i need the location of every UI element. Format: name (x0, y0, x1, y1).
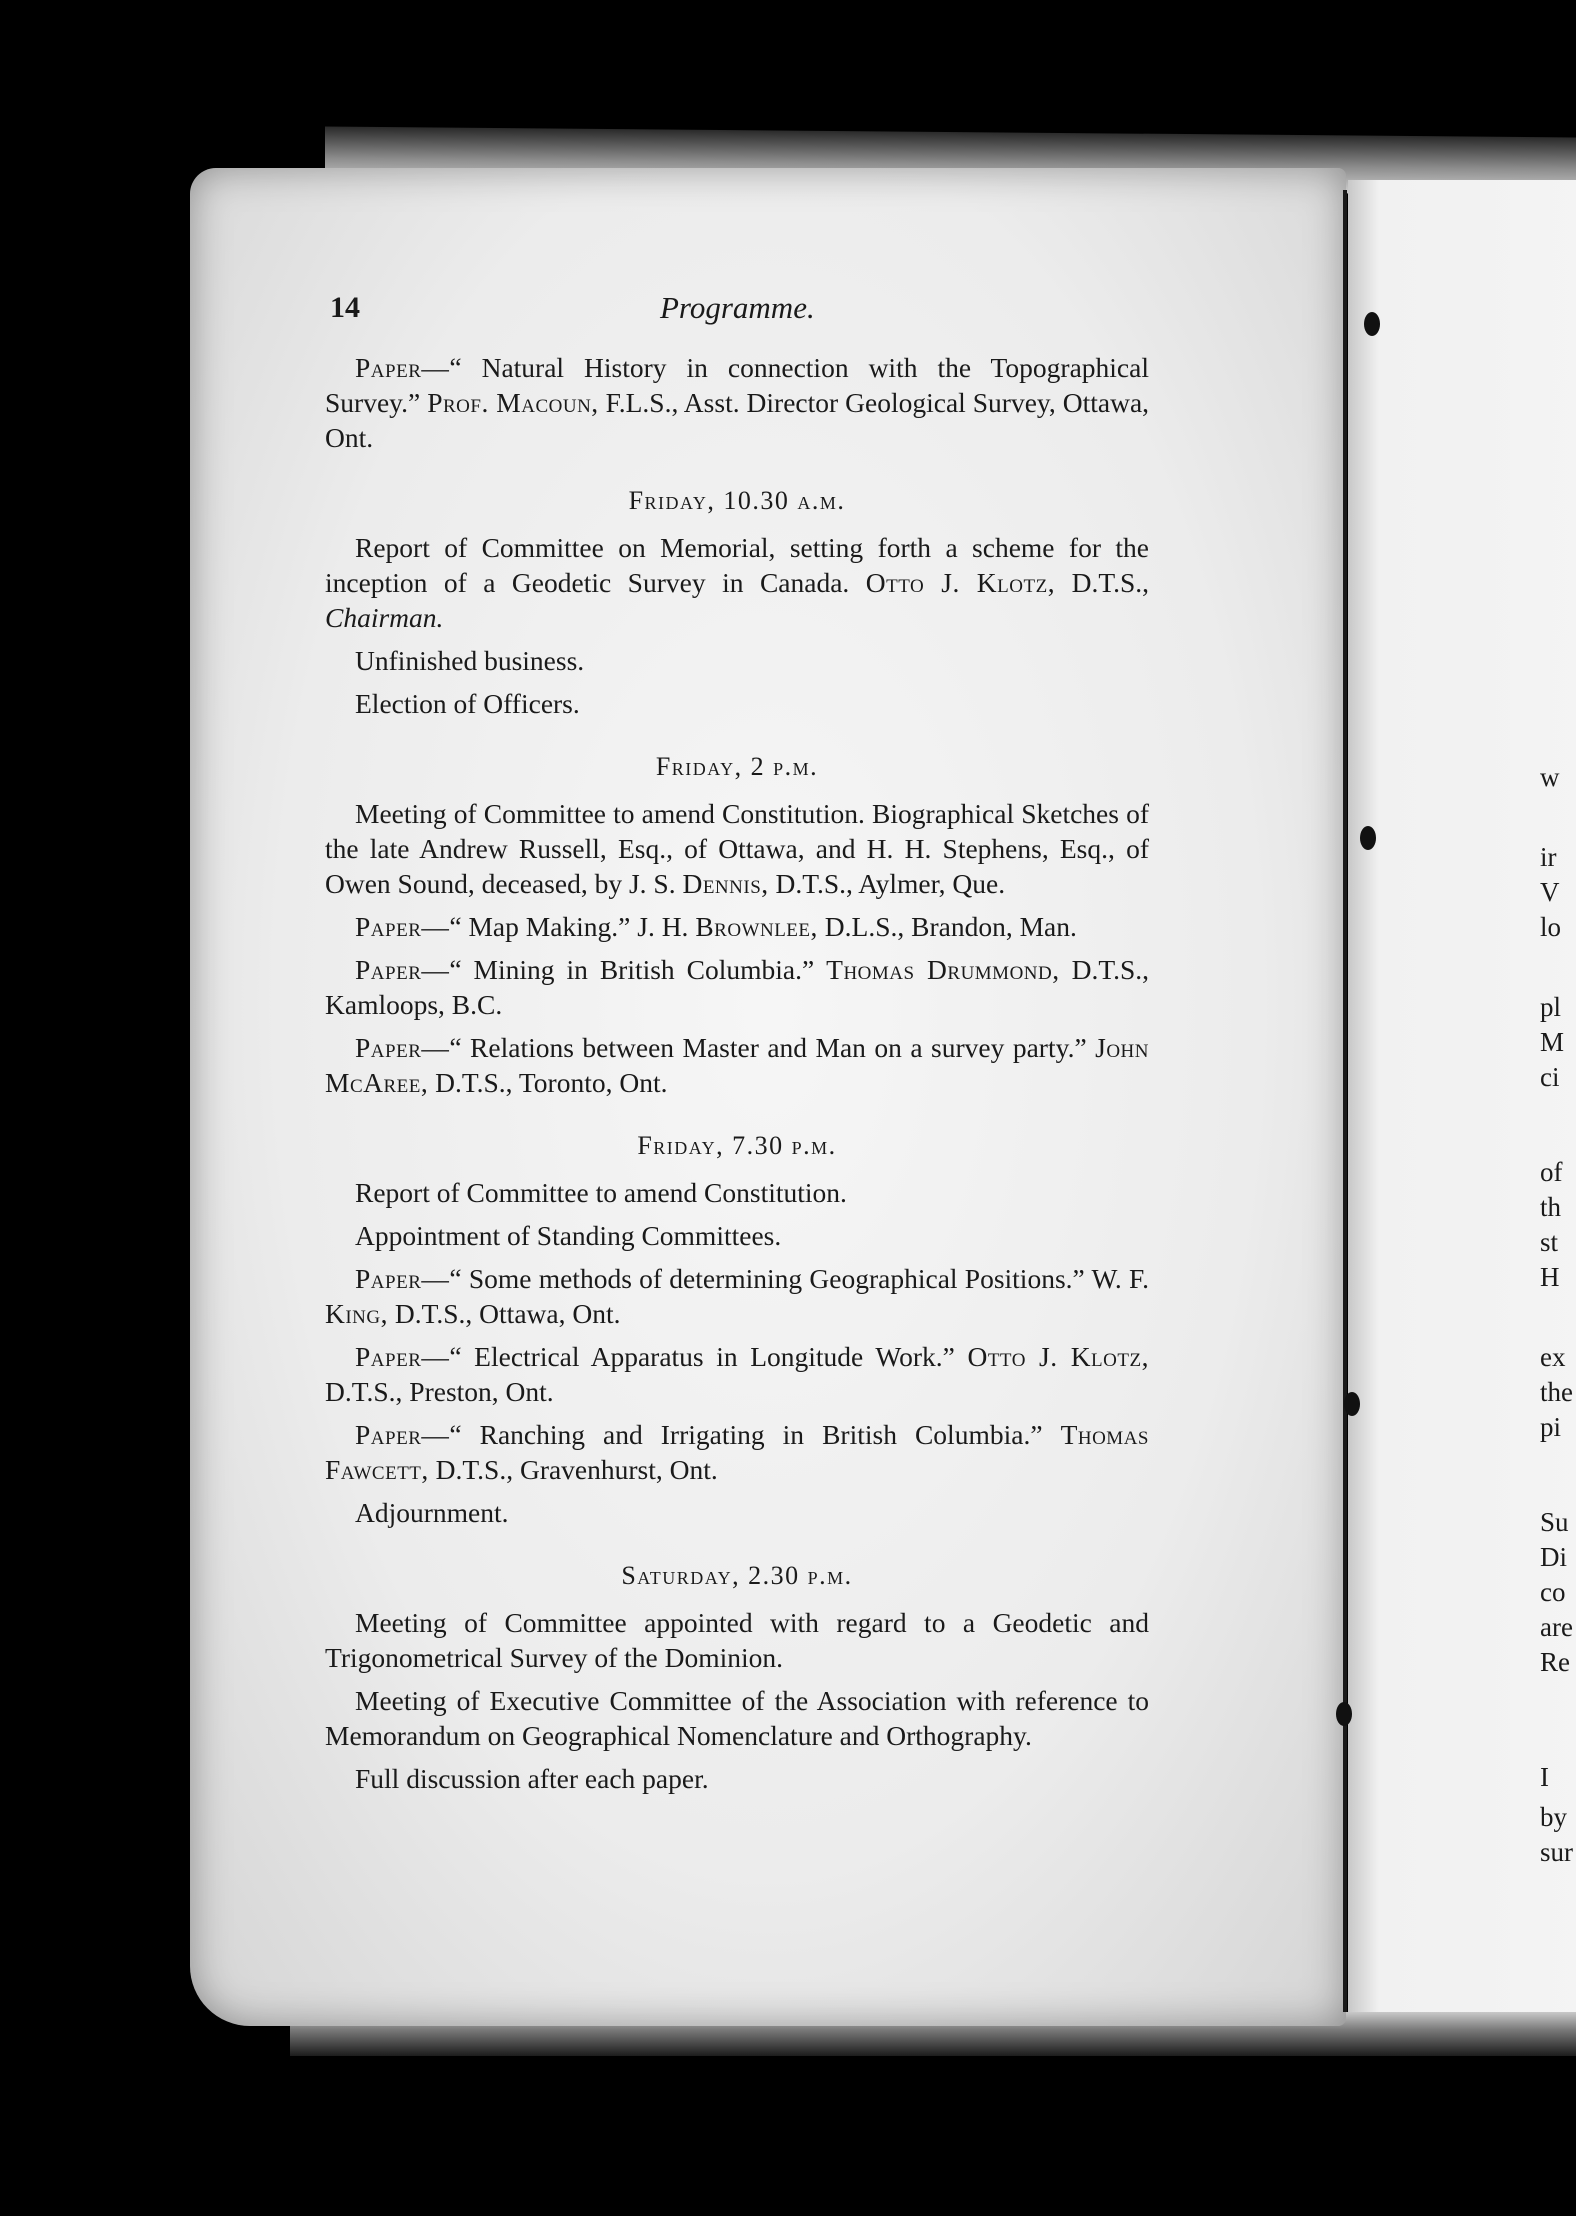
programme-item (325, 796, 1149, 901)
paper-label: Paper— (355, 352, 450, 383)
right-page-fragment: w (1540, 762, 1560, 792)
binding-clip-icon (1364, 312, 1380, 336)
programme-item (325, 686, 1149, 721)
item-text: “ Relations between Master and Man on a survey party.” (449, 1032, 1096, 1063)
right-page-fragment: pi (1540, 1412, 1562, 1442)
item-text: “ Mining in British Columbia.” (449, 954, 827, 985)
author-name: Prof. Macoun, (427, 387, 599, 418)
author-details: D.T.S., Gravenhurst, Ont. (428, 1454, 718, 1485)
right-page-fragment: sur (1540, 1837, 1573, 1867)
author-name: Brownlee, (695, 911, 818, 942)
paper-label: Paper— (355, 911, 450, 942)
programme-item (325, 1605, 1149, 1675)
section-heading: Friday, 10.30 a.m. (628, 486, 846, 515)
item-text: Adjournment. (355, 1497, 509, 1528)
author-name: Dennis, (682, 868, 769, 899)
author-details: D.L.S., Brandon, Man. (817, 911, 1077, 942)
programme-item (325, 1175, 1149, 1210)
author-details: D.T.S., Kamloops, B.C. (325, 954, 1149, 1020)
right-page-fragment: Su (1540, 1507, 1569, 1537)
programme-item (325, 643, 1149, 678)
programme-item (325, 1261, 1149, 1331)
right-page-fragment: by (1540, 1802, 1567, 1832)
binding-clip-icon (1360, 826, 1376, 850)
programme-item (325, 1030, 1149, 1100)
running-head (325, 290, 1149, 350)
right-page-fragment: st (1540, 1227, 1559, 1257)
programme-item (325, 1339, 1149, 1409)
author-name: John McAree, (325, 1032, 1149, 1098)
programme-item (325, 350, 1149, 455)
right-page-fragment: are (1540, 1612, 1573, 1642)
item-text: Full discussion after each paper. (355, 1763, 709, 1794)
author-name: Otto J. Klotz, (967, 1341, 1149, 1372)
item-text: “ Natural History in connection with the Topographical Survey.” (325, 352, 1149, 418)
right-page-fragment: Di (1540, 1542, 1567, 1572)
section-heading: Saturday, 2.30 p.m. (621, 1561, 853, 1590)
item-text: Meeting of Committee to amend Constitution. Biographical Sketches of the late Andrew Russell, Esq., of Ottawa, and H. H. Stephens, Esq., of Owen Sound, deceased, by J. S. (325, 798, 1149, 899)
right-page-fragment: ir (1540, 842, 1557, 872)
item-text: “ Electrical Apparatus in Longitude Work.” (449, 1341, 968, 1372)
right-page-fragment: pl (1540, 992, 1562, 1022)
right-page-fragment: lo (1540, 912, 1562, 942)
binding-clip-icon (1336, 1702, 1352, 1726)
running-title: Programme. (660, 290, 815, 325)
paper-label: Paper— (355, 1032, 450, 1063)
right-page-fragment: H (1540, 1262, 1560, 1292)
programme-item (325, 952, 1149, 1022)
right-page-fragment: of (1540, 1157, 1563, 1187)
right-page (1348, 180, 1576, 2012)
right-page-fragment: th (1540, 1192, 1562, 1222)
right-page-fragment: ex (1540, 1342, 1566, 1372)
author-details: D.T.S., Toronto, Ont. (428, 1067, 668, 1098)
author-details: F.L.S., Asst. Director Geological Survey, Ottawa, Ont. (325, 387, 1150, 453)
item-text: “ Some methods of determining Geographical Positions.” W. F. (449, 1263, 1149, 1294)
programme-item (325, 909, 1149, 944)
item-text: Report of Committee on Memorial, setting forth a scheme for the inception of a Geodetic Survey in Canada. (325, 532, 1149, 598)
author-name: Thomas Fawcett, (325, 1419, 1149, 1485)
author-details: D.T.S., Preston, Ont. (325, 1376, 554, 1407)
right-page-fragment: Re (1540, 1647, 1570, 1677)
item-text: Meeting of Executive Committee of the Association with reference to Memorandum on Geographical Nomenclature and Orthography. (325, 1685, 1149, 1751)
paper-label: Paper— (355, 1263, 450, 1294)
author-details: D.T.S., (1055, 567, 1149, 598)
author-name: Thomas Drummond, (826, 954, 1060, 985)
paper-label: Paper— (355, 1419, 450, 1450)
page-text-block (325, 290, 1149, 1804)
author-details: D.T.S., Aylmer, Que. (768, 868, 1006, 899)
item-text: Unfinished business. (355, 645, 585, 676)
author-details: D.T.S., Ottawa, Ont. (388, 1298, 621, 1329)
page-gutter (1343, 190, 1347, 2012)
item-text: Appointment of Standing Committees. (355, 1220, 782, 1251)
section-heading: Friday, 7.30 p.m. (637, 1131, 837, 1160)
paper-label: Paper— (355, 1341, 450, 1372)
item-text: Report of Committee to amend Constitution. (355, 1177, 847, 1208)
author-name: King, (325, 1298, 389, 1329)
programme-item (325, 1683, 1149, 1753)
right-page-fragment: M (1540, 1027, 1565, 1057)
programme-item (325, 1218, 1149, 1253)
programme-item (325, 1761, 1149, 1796)
item-text: “ Ranching and Irrigating in British Columbia.” (449, 1419, 1061, 1450)
right-page-fragment: the (1540, 1377, 1573, 1407)
page-number: 14 (330, 291, 360, 324)
programme-item (325, 1417, 1149, 1487)
programme-sections (325, 350, 1149, 1796)
author-role: Chairman. (325, 602, 444, 633)
paper-label: Paper— (355, 954, 450, 985)
binding-clip-icon (1344, 1392, 1360, 1416)
programme-item (325, 1495, 1149, 1530)
right-page-fragment: co (1540, 1577, 1566, 1607)
right-page-fragment: I (1540, 1762, 1549, 1792)
item-text: Election of Officers. (355, 688, 580, 719)
right-page-fragment: ci (1540, 1062, 1560, 1092)
section-heading: Friday, 2 p.m. (655, 752, 819, 781)
author-name: Otto J. Klotz, (865, 567, 1056, 598)
item-text: “ Map Making.” J. H. (449, 911, 696, 942)
right-page-fragment: V (1540, 877, 1560, 907)
item-text: Meeting of Committee appointed with regard to a Geodetic and Trigonometrical Survey of the Dominion. (325, 1607, 1149, 1673)
programme-item (325, 530, 1149, 635)
